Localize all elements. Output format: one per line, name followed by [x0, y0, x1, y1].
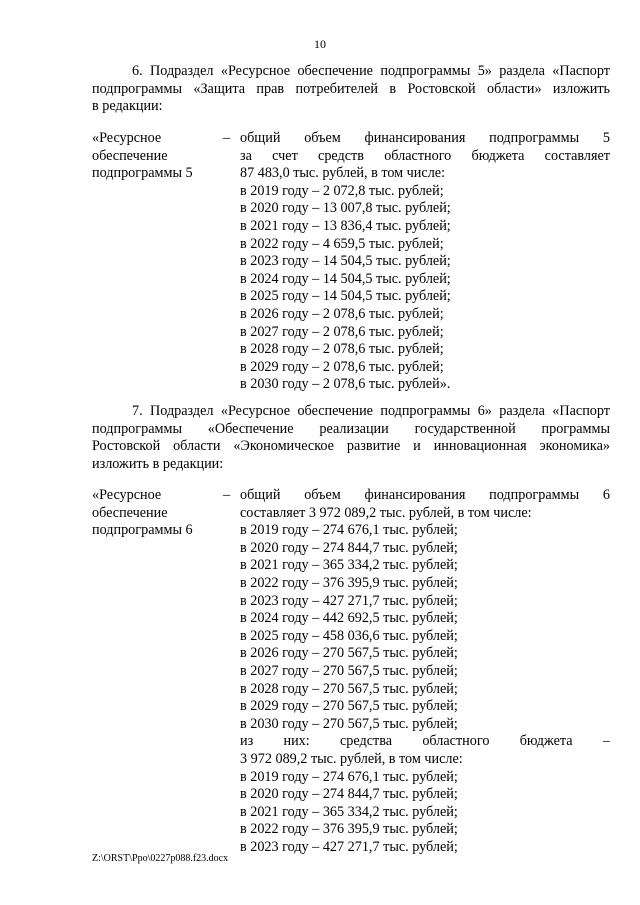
label-dash: –	[223, 130, 231, 146]
value-line: в 2029 году – 2 078,6 тыс. рублей;	[240, 358, 444, 375]
value-line: из них: средства областного бюджета –	[240, 733, 610, 750]
value-line: в 2024 году – 442 692,5 тыс. рублей;	[240, 610, 458, 627]
section6-resource-block	[92, 130, 610, 400]
value-line: в 2022 году – 4 659,5 тыс. рублей;	[240, 235, 444, 252]
resource-label	[92, 487, 232, 540]
resource-values	[240, 487, 610, 856]
paragraph-line: Ростовской области «Экономическое развитие и инновационная экономика»	[92, 438, 610, 455]
resource-values	[240, 130, 610, 394]
value-line: в 2021 году – 13 836,4 тыс. рублей;	[240, 217, 451, 234]
value-line: в 2027 году – 2 078,6 тыс. рублей;	[240, 323, 444, 340]
paragraph-line: в редакции:	[92, 98, 163, 115]
value-line: 3 972 089,2 тыс. рублей, в том числе:	[240, 750, 463, 767]
value-line: в 2020 году – 274 844,7 тыс. рублей;	[240, 786, 458, 803]
label-line: обеспечение	[92, 504, 168, 521]
value-line: в 2025 году – 14 504,5 тыс. рублей;	[240, 288, 451, 305]
value-line: общий объем финансирования подпрограммы 5	[240, 130, 610, 146]
file-path-footer: Z:\ORST\Ppo\0227p088.f23.docx	[92, 853, 229, 864]
section6-paragraph	[92, 63, 610, 116]
paragraph-line: 7. Подраздел «Ресурсное обеспечение подпрограммы 6» раздела «Паспорт	[132, 403, 610, 419]
value-line: в 2019 году – 2 072,8 тыс. рублей;	[240, 182, 444, 199]
section7-paragraph	[92, 403, 610, 473]
value-line: в 2027 году – 270 567,5 тыс. рублей;	[240, 662, 458, 679]
value-line: в 2023 году – 427 271,7 тыс. рублей;	[240, 838, 458, 855]
label-line: подпрограммы 5	[92, 165, 193, 182]
value-line: в 2021 году – 365 334,2 тыс. рублей;	[240, 557, 458, 574]
value-line: в 2021 году – 365 334,2 тыс. рублей;	[240, 803, 458, 820]
label-line: «Ресурсное	[92, 130, 162, 146]
value-line: в 2022 году – 376 395,9 тыс. рублей;	[240, 574, 458, 591]
value-line: в 2019 году – 274 676,1 тыс. рублей;	[240, 768, 458, 785]
value-line: в 2020 году – 13 007,8 тыс. рублей;	[240, 200, 451, 217]
paragraph-line: 6. Подраздел «Ресурсное обеспечение подпрограммы 5» раздела «Паспорт	[132, 63, 610, 79]
value-line: в 2028 году – 270 567,5 тыс. рублей;	[240, 680, 458, 697]
value-line: в 2028 году – 2 078,6 тыс. рублей;	[240, 341, 444, 358]
label-line: обеспечение	[92, 147, 168, 164]
value-line: в 2026 году – 2 078,6 тыс. рублей;	[240, 305, 444, 322]
value-line: в 2029 году – 270 567,5 тыс. рублей;	[240, 698, 458, 715]
value-line: в 2025 году – 458 036,6 тыс. рублей;	[240, 627, 458, 644]
value-line: общий объем финансирования подпрограммы 6	[240, 487, 610, 503]
label-line: «Ресурсное	[92, 487, 162, 503]
value-line: в 2030 году – 2 078,6 тыс. рублей».	[240, 376, 451, 393]
value-line: составляет 3 972 089,2 тыс. рублей, в том числе:	[240, 504, 532, 521]
value-line: в 2023 году – 14 504,5 тыс. рублей;	[240, 253, 451, 270]
value-line: в 2020 году – 274 844,7 тыс. рублей;	[240, 539, 458, 556]
value-line: в 2026 году – 270 567,5 тыс. рублей;	[240, 645, 458, 662]
value-line: в 2019 году – 274 676,1 тыс. рублей;	[240, 522, 458, 539]
label-line: подпрограммы 6	[92, 522, 193, 539]
value-line: в 2024 году – 14 504,5 тыс. рублей;	[240, 270, 451, 287]
paragraph-line: изложить в редакции:	[92, 455, 224, 472]
paragraph-line: подпрограммы «Обеспечение реализации государственной программы	[92, 420, 610, 437]
value-line: в 2023 году – 427 271,7 тыс. рублей;	[240, 592, 458, 609]
value-line: 87 483,0 тыс. рублей, в том числе:	[240, 165, 446, 182]
resource-label	[92, 130, 232, 183]
value-line: за счет средств областного бюджета составляет	[240, 147, 610, 164]
value-line: в 2030 году – 270 567,5 тыс. рублей;	[240, 715, 458, 732]
value-line: в 2022 году – 376 395,9 тыс. рублей;	[240, 821, 458, 838]
paragraph-line: подпрограммы «Защита прав потребителей в Ростовской области» изложить	[92, 80, 610, 97]
label-dash: –	[223, 487, 231, 503]
section7-resource-block	[92, 487, 610, 855]
page-number: 10	[314, 37, 326, 51]
